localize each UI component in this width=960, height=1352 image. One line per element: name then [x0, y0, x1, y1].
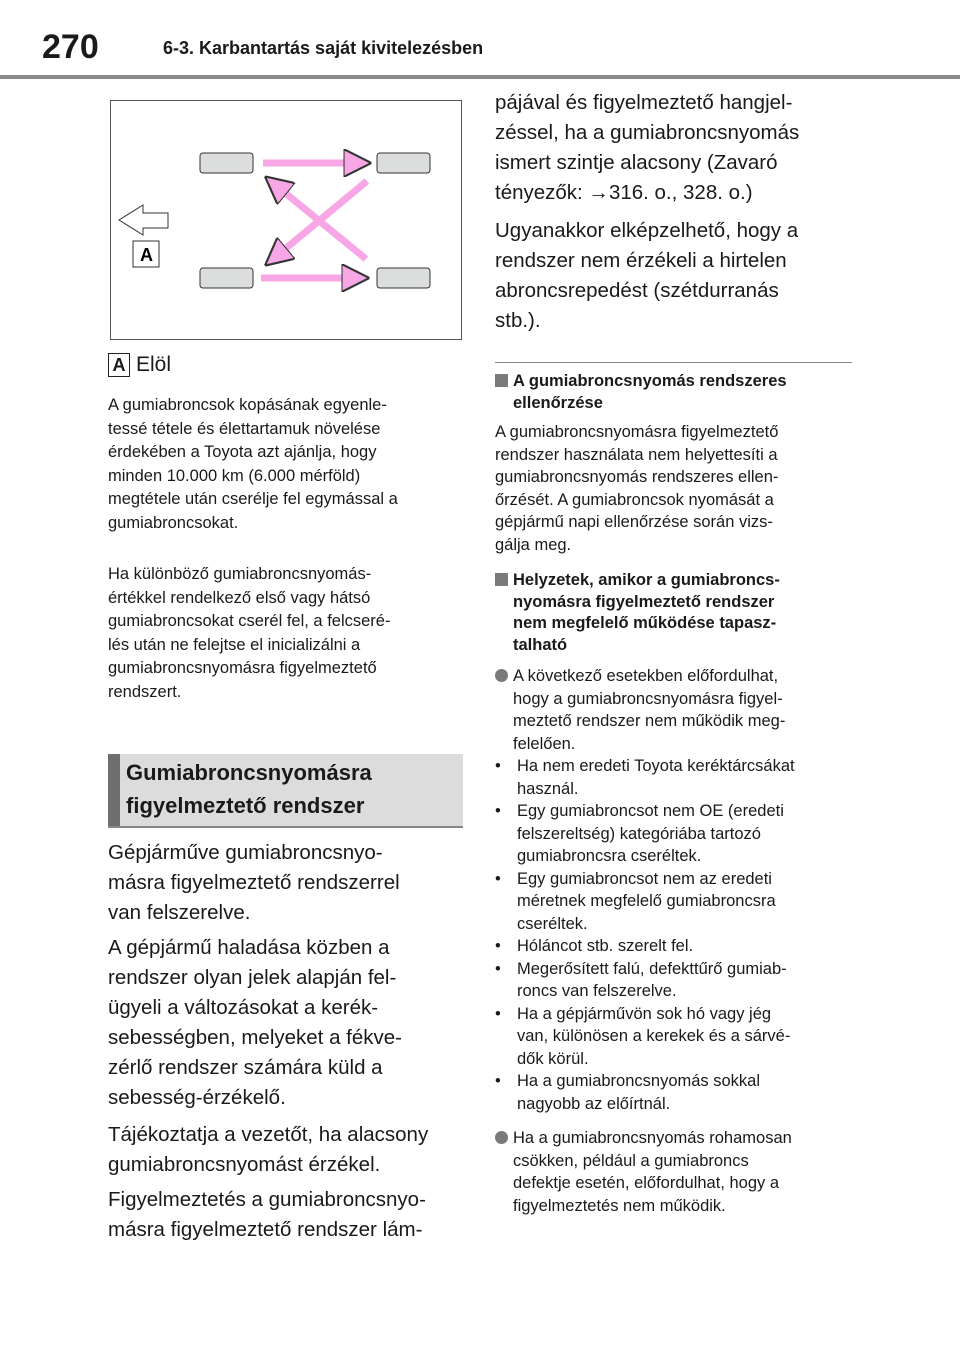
text-line: Ugyanakkor elképzelhető, hogy a [495, 219, 799, 242]
paragraph [495, 88, 799, 208]
text-line: figyelmeztetés nem működik. [513, 1196, 726, 1215]
tire-rear-left [377, 153, 430, 173]
text-line: cseréltek. [517, 914, 588, 933]
text-line: Helyzetek, amikor a gumiabroncs- [513, 571, 780, 589]
text-line: ügyeli a változásokat a kerék- [108, 996, 379, 1019]
paragraph [495, 421, 778, 556]
text-line: roncs van felszerelve. [517, 982, 677, 1000]
text-line: másra figyelmeztető rendszerrel [108, 871, 400, 894]
text-line: gumiabroncsra cseréltek. [517, 847, 702, 865]
page-number: 270 [42, 28, 99, 66]
text-line: érdekében a Toyota azt ajánlja, hogy [108, 443, 377, 461]
paragraph [495, 216, 798, 336]
list-item [490, 1070, 860, 1115]
text-line: nagyobb az előírtnál. [517, 1094, 671, 1113]
bullet-icon: • [495, 802, 501, 820]
text-line: felszereltség) kategóriába tartozó [517, 824, 761, 843]
text-line: lés után ne felejtse el inicializálni a [108, 635, 361, 654]
section-heading-bar [108, 754, 120, 826]
figure-caption [108, 352, 171, 378]
text-line: méretnek megfelelő gumiabroncsra [517, 892, 776, 910]
caption-text: Elöl [136, 353, 172, 376]
text-line: A gépjármű haladása közben a [108, 936, 390, 959]
text-line: van, különösen a kerekek és a sárvé- [517, 1027, 791, 1045]
text-line: ismert szintje alacsony (Zavaró [495, 151, 778, 174]
text-line: Megerősített falú, defekttűrő gumiab- [517, 959, 787, 978]
header-rule [0, 75, 960, 79]
text-line: rendszer nem érzékeli a hirtelen [495, 249, 787, 272]
tire-rear-right [377, 268, 430, 288]
text-line: minden 10.000 km (6.000 mérföld) [108, 466, 361, 485]
paragraph [108, 1120, 428, 1180]
paragraph [108, 933, 402, 1113]
text-line: Gumiabroncsnyomásra [126, 760, 372, 785]
list-item [490, 958, 860, 1003]
text-line: meztető rendszer nem működik meg- [513, 712, 786, 730]
condition-list [495, 665, 860, 1217]
text-line: másra figyelmeztető rendszer lám- [108, 1218, 423, 1241]
circle-bullet-icon [495, 1131, 508, 1144]
text-line: sebesség-érzékelő. [108, 1086, 286, 1109]
text-line: használ. [517, 779, 579, 798]
subheading [495, 371, 787, 414]
divider [495, 362, 852, 363]
text-line: nem megfelelő működése tapasz- [513, 614, 777, 632]
circle-bullet-icon [495, 669, 508, 682]
text-line: Ha a gépjárművön sok hó vagy jég [517, 1004, 772, 1023]
text-line: A következő esetekben előfordulhat, [513, 667, 779, 685]
list-item [495, 1127, 860, 1217]
text-line: csökken, például a gumiabroncs [513, 1151, 749, 1170]
rotation-arrows [261, 163, 367, 278]
tire-front-right [200, 268, 253, 288]
text-line: gumiabroncsnyomásra figyelmeztető [108, 659, 377, 677]
paragraph [108, 838, 400, 928]
text-line: zérlő rendszer számára küld a [108, 1056, 383, 1079]
front-direction-arrow-icon [119, 205, 168, 235]
text-line: értékkel rendelkező első vagy hátsó [108, 588, 371, 607]
text-line: tényezők: →316. o., 328. o.) [495, 181, 753, 204]
text-line: gálja meg. [495, 535, 572, 554]
text-line: A gumiabroncsnyomásra figyelmeztető [495, 423, 779, 441]
text-line: A gumiabroncsok kopásának egyenle- [108, 396, 387, 414]
bullet-icon: • [495, 757, 501, 775]
right-column [495, 88, 865, 1217]
list-item [490, 800, 860, 868]
section-heading [126, 756, 372, 822]
tire-rotation-diagram [110, 100, 462, 340]
text-line: van felszerelve. [108, 901, 251, 924]
bullet-icon: • [495, 869, 501, 888]
text-line: nyomásra figyelmeztető rendszer [513, 592, 775, 611]
tire-front-left [200, 153, 253, 173]
text-line: abroncsrepedést (szétdurranás [495, 279, 779, 302]
bullet-icon: • [495, 1072, 501, 1090]
text-line: talható [513, 635, 568, 654]
text-line: gumiabroncsokat. [108, 513, 239, 532]
text-line: felelően. [513, 734, 576, 753]
text-line: ellenőrzése [513, 393, 603, 412]
list-item [490, 935, 860, 958]
text-line: gépjármű napi ellenőrzése során vizs- [495, 513, 773, 531]
text-line: rendszer olyan jelek alapján fel- [108, 966, 397, 989]
text-line: rendszer használata nem helyettesíti a [495, 445, 778, 464]
list-item [490, 868, 860, 936]
text-line: pájával és figyelmeztető hangjel- [495, 91, 793, 114]
text-line: Tájékoztatja a vezetőt, ha alacsony [108, 1123, 429, 1146]
subheading [495, 570, 780, 656]
text-line: Ha különböző gumiabroncsnyomás- [108, 565, 372, 583]
text-line: gumiabroncsokat cserél fel, a felcseré- [108, 612, 391, 630]
list-item [495, 665, 860, 755]
text-line: Ha nem eredeti Toyota keréktárcsákat [517, 757, 795, 775]
section-title: 6-3. Karbantartás saját kivitelezésben [163, 38, 484, 58]
text-line: Hóláncot stb. szerelt fel. [517, 937, 694, 955]
text-line: hogy a gumiabroncsnyomásra figyel- [513, 689, 783, 708]
text-line: sebességben, melyeket a fékve- [108, 1026, 402, 1049]
text-line: A gumiabroncsnyomás rendszeres [513, 372, 787, 390]
text-line: Ha a gumiabroncsnyomás sokkal [517, 1072, 761, 1090]
text-line: zéssel, ha a gumiabroncsnyomás [495, 121, 800, 144]
text-line: figyelmeztető rendszer [126, 793, 365, 818]
text-line: Gépjárműve gumiabroncsnyo- [108, 841, 383, 864]
text-line: őrzését. A gumiabroncsok nyomását a [495, 490, 774, 509]
section-heading-box [108, 754, 463, 828]
square-bullet-icon [495, 573, 508, 586]
figure-label-a: A [140, 245, 153, 265]
text-line: tessé tétele és élettartamuk növelése [108, 419, 381, 438]
text-line: rendszert. [108, 682, 182, 701]
bullet-icon: • [495, 959, 501, 978]
list-item [490, 755, 860, 800]
text-line: defektje esetén, előfordulhat, hogy a [513, 1174, 780, 1192]
text-line: Egy gumiabroncsot nem OE (eredeti [517, 802, 784, 820]
paragraph [108, 563, 390, 704]
text-line: Egy gumiabroncsot nem az eredeti [517, 869, 772, 888]
paragraph [108, 394, 398, 535]
text-line: gumiabroncsnyomás rendszeres ellen- [495, 468, 779, 486]
bullet-icon: • [495, 1004, 501, 1023]
text-line: Ha a gumiabroncsnyomás rohamosan [513, 1129, 792, 1147]
text-line: megtétele után cserélje fel egymással a [108, 490, 398, 508]
subheading-text [513, 371, 787, 414]
caption-label: A [108, 353, 130, 377]
square-bullet-icon [495, 374, 508, 387]
text-line: stb.). [495, 309, 541, 332]
list-item [490, 1003, 860, 1071]
text-line: gumiabroncsnyomást érzékel. [108, 1153, 381, 1176]
left-column [108, 100, 480, 1245]
subheading-text [513, 570, 780, 656]
text-line: dők körül. [517, 1049, 589, 1068]
text-line: Figyelmeztetés a gumiabroncsnyo- [108, 1188, 426, 1211]
bullet-icon: • [495, 937, 501, 955]
paragraph [108, 1185, 426, 1245]
